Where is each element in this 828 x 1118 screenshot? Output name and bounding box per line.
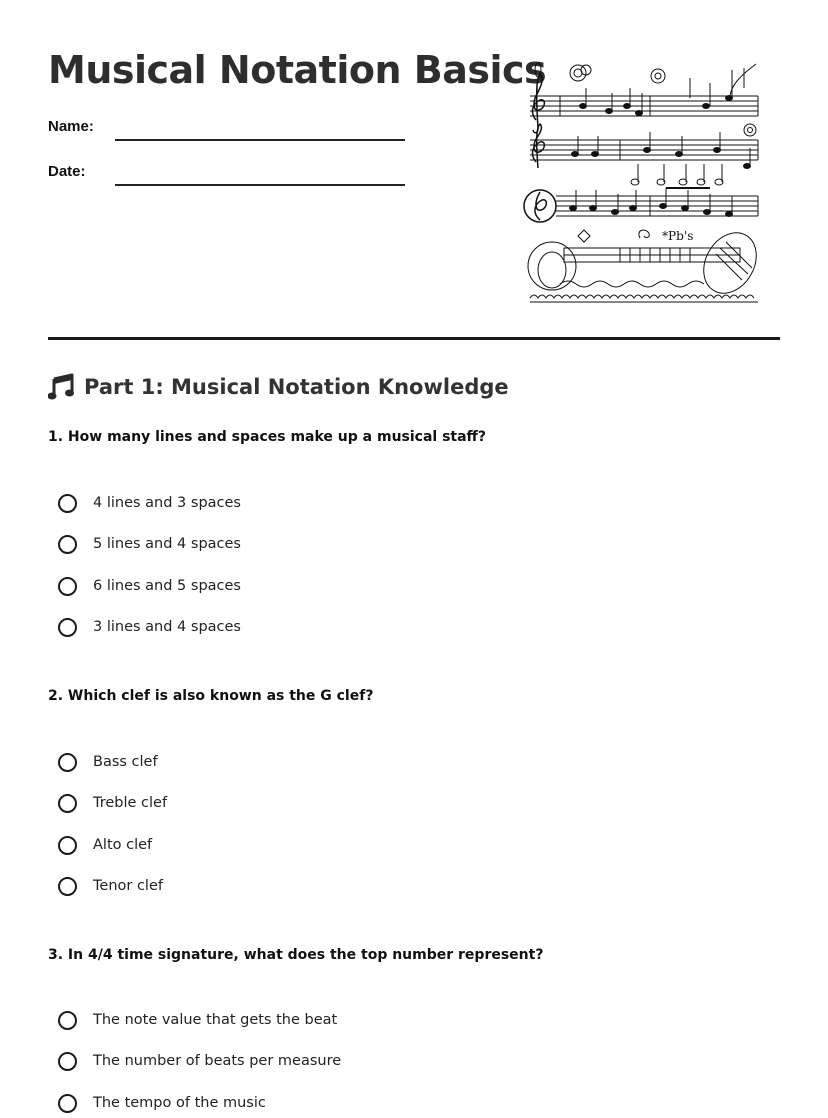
question-2: 2. Which clef is also known as the G clef? [48,688,374,704]
q3-option-2[interactable] [58,1048,341,1074]
option-label: Alto clef [93,837,153,853]
radio-button[interactable] [58,535,77,554]
worksheet-title: Musical Notation Basics [48,48,547,92]
date-field [48,163,408,193]
option-label: 5 lines and 4 spaces [93,536,241,552]
radio-button[interactable] [58,1011,77,1030]
radio-button[interactable] [58,836,77,855]
q2-option-4[interactable] [58,873,163,899]
illustration-text-pb: *Pb [662,229,684,243]
q1-option-2[interactable] [58,531,241,557]
option-label: The number of beats per measure [93,1053,342,1069]
option-label: Tenor clef [93,878,163,894]
option-label: 4 lines and 3 spaces [93,495,241,511]
q3-option-3[interactable] [58,1090,266,1116]
question-1: 1. How many lines and spaces make up a musical staff? [48,429,487,445]
q1-option-3[interactable] [58,573,241,599]
option-label: Bass clef [93,754,158,770]
q1-option-1[interactable] [58,490,241,516]
radio-button[interactable] [58,494,77,513]
option-label: 3 lines and 4 spaces [93,619,241,635]
option-label: 6 lines and 5 spaces [93,578,241,594]
part-1-heading [48,373,509,401]
part-1-title: Part 1: Musical Notation Knowledge [84,375,509,399]
radio-button[interactable] [58,794,77,813]
sheet-music-illustration [520,58,764,308]
date-input[interactable] [115,184,405,186]
radio-button[interactable] [58,1094,77,1113]
radio-button[interactable] [58,1052,77,1071]
q3-option-1[interactable] [58,1007,337,1033]
name-field [48,118,408,148]
illustration-text-s: 's [684,229,694,243]
radio-button[interactable] [58,753,77,772]
date-label: Date: [48,163,86,180]
radio-button[interactable] [58,877,77,896]
option-label: The tempo of the music [93,1095,266,1111]
question-3: 3. In 4/4 time signature, what does the top number represent? [48,947,544,963]
option-label: The note value that gets the beat [93,1012,338,1028]
radio-button[interactable] [58,618,77,637]
q2-option-1[interactable] [58,749,158,775]
name-input[interactable] [115,139,405,141]
radio-button[interactable] [58,577,77,596]
q2-option-3[interactable] [58,832,152,858]
q1-option-4[interactable] [58,614,241,640]
name-label: Name: [48,118,94,135]
q2-option-2[interactable] [58,790,167,816]
music-note-icon [48,373,74,401]
option-label: Treble clef [93,795,168,811]
section-divider [48,337,780,340]
